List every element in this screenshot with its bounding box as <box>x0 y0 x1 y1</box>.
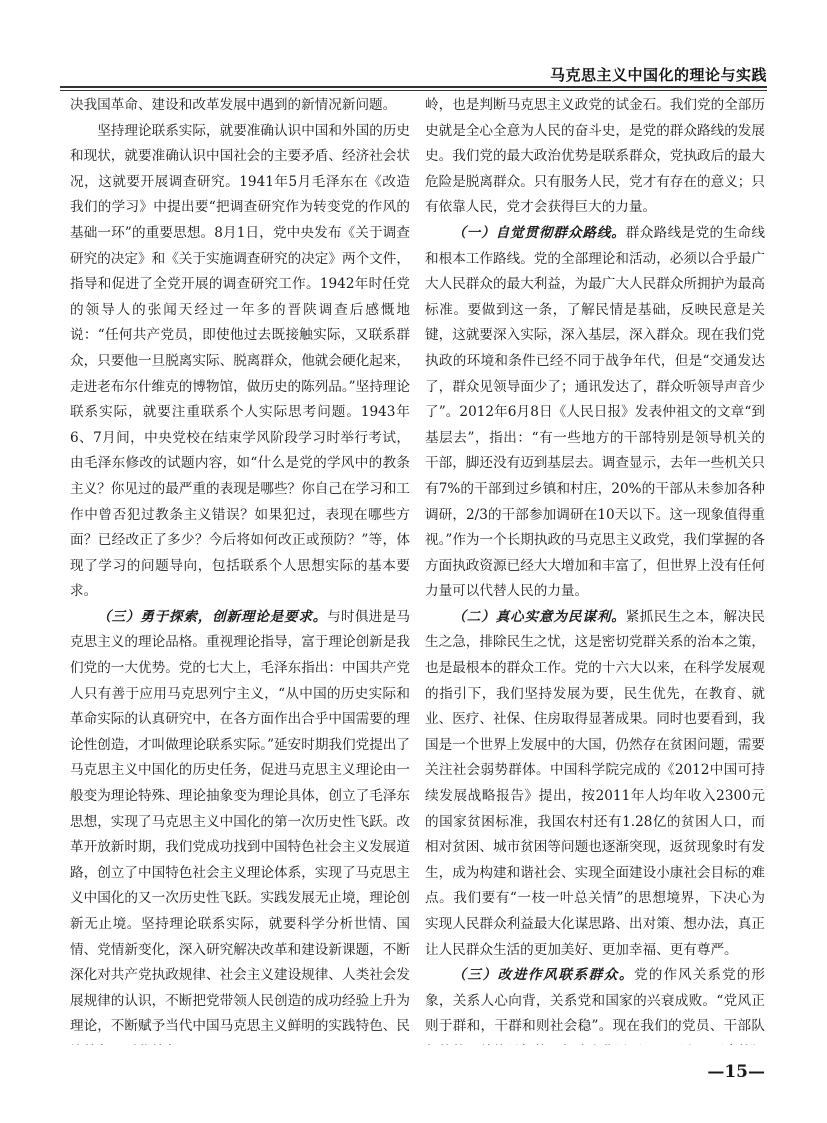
paragraph-body: 紧抓民生之本，解决民生之急，排除民生之忧，这是密切党群关系的治本之策，也是最根本的群众工作。党的十六大以来，在科学发展观的指引下，我们坚持发展为要，民生优先，在教育、就业、医疗、社保、住房取得显著成果。同时也要看到，我国是一个世界上发展中的大国，仍然存在贫困问题，需要关注社会弱势群体。中国科学院完成的《2012中国可持续发展战略报告》提出，按2011年人均年收入2300元的国家贫困标准，我国农村还有1.28亿的贫困人口，而相对贫困、城市贫困等问题也逐渐突现，返贫现象时有发生，成为构建和谐社会、实现全面建设小康社会目标的难点。我们要有“一枝一叶总关情”的思想境界，下决心为实现人民群众利益最大化谋思路、出对策、想办法，真正让人民群众生活的更加美好、更加幸福、更有尊严。 <box>425 608 765 958</box>
header-rule <box>60 86 767 88</box>
paragraph: 坚持理论联系实际，就要准确认识中国和外国的历史和现状，就要准确认识中国社会的主要矛盾、经济社会状况，这就要开展调查研究。1941年5月毛泽东在《改造我们的学习》中提出要“把调查研究作为转变党的作风的基础一环”的重要思想。8月1日，党中央发布《关于调查研究的决定》和《关于实施调查研究的决定》两个文件，指导和促进了全党开展的调查研究工作。1942年时任党的领导人的张闻天经过一年多的晋陕调查后感慨地说：“任何共产党员，即使他过去既接触实际，又联系群众，只要他一旦脱离实际、脱离群众，他就会硬化起来，走进老布尔什维克的博物馆，做历史的陈列品。”坚持理论联系实际，就要注重联系个人实际思考问题。1943年6、7月间，中央党校在结束学风阶段学习时举行考试，由毛泽东修改的试题内容，如“什么是党的学风中的教条主义？你见过的最严重的表现是哪些？你自己在学习和工作中曾否犯过教条主义错误？如果犯过，表现在哪些方面？已经改正了多少？今后将如何改正或预防？”等，体现了学习的问题导向，包括联系个人思想实际的基本要求。 <box>70 122 410 600</box>
right-column <box>425 93 765 1045</box>
page-number: —15— <box>707 1062 765 1082</box>
paragraph <box>425 963 765 1045</box>
paragraph <box>425 605 765 963</box>
left-column <box>70 93 410 1045</box>
paragraph-body: 群众路线是党的生命线和根本工作路线。党的全部理论和活动，必须以合乎最广大人民群众的最大利益，为最广大人民群众所拥护为最高标准。要做到这一条，了解民情是基础，反映民意是关键，这就要深入实际，深入基层，深入群众。现在我们党执政的环境和条件已经不同于战争年代，但是“交通发达了，群众见领导面少了；通讯发达了，群众听领导声音少了”。2012年6月8日《人民日报》发表仲祖文的文章“到基层去”，指出：“有一些地方的干部特别是领导机关的干部，脚还没有迈到基层去。调查显示，去年一些机关只有7%的干部到过乡镇和村庄，20%的干部从未参加各种调研，2/3的干部参加调研在10天以下。这一现象值得重视。”作为一个长期执政的马克思主义政党，我们掌握的各方面执政资源已经大大增加和丰富了，但世界上没有任何力量可以代替人民的力量。 <box>425 224 765 600</box>
journal-section-title: 马克思主义中国化的理论与实践 <box>549 66 767 84</box>
paragraph-lead: （二）真心实意为民谋利。 <box>452 608 626 625</box>
paragraph: 决我国革命、建设和改革发展中遇到的新情况新问题。 <box>70 97 397 113</box>
paragraph <box>70 605 410 1045</box>
paragraph: 岭，也是判断马克思主义政党的试金石。我们党的全部历史就是全心全意为人民的奋斗史，是党的群众路线的发展史。我们党的最大政治优势是联系群众，党执政后的最大危险是脱离群众。只有服务人民，党才有存在的意义；只有依靠人民，党才会获得巨大的力量。 <box>425 97 765 216</box>
paragraph-lead: （三）勇于探索，创新理论是要求。 <box>97 608 328 625</box>
paragraph <box>425 221 765 605</box>
paragraph-body: 党的作风关系党的形象，关系人心向背，关系党和国家的兴衰成败。“党风正则于群和，干群和则社会稳”。现在我们的党员、干部队 <box>425 967 765 1035</box>
header-rule-thin <box>60 90 767 91</box>
paragraph-lead: （三）改进作风联系群众。 <box>452 967 635 984</box>
paragraph-body: 与时俱进是马克思主义的理论品格。重视理论指导，富于理论创新是我们党的一大优势。党的七大上，毛泽东指出：中国共产党人只有善于应用马克思列宁主义，“从中国的历史实际和革命实际的认真研究中，在各方面作出合乎中国需要的理论性创造，才叫做理论联系实际。”延安时期我们党提出了马克思主义中国化的历史任务，促进马克思主义理论由一般变为理论特殊、理论抽象变为理论具体，创立了毛泽东思想，实现了马克思主义中国化的第一次历史性飞跃。改革开放新时期，我们党成功找到中国特色社会主义发展道路，创立了中国特色社会主义理论体系，实现了马克思主义中国化的又一次历史性飞跃。实践发展无止境，理论创新无止境。坚持理论联系实际，就要科学分析世情、国情、党情新变化，深入研究解决改革和建设新课题，不断深化对共产党执政规律、社会主义建设规律、人类社会发展规律的认识，不断把党带领人民创造的成功经验上升为理论，不断赋予当代中国马克思主义鲜明的实践特色、民 <box>70 608 410 1035</box>
paragraph-lead: （一）自觉贯彻群众路线。 <box>452 224 626 241</box>
